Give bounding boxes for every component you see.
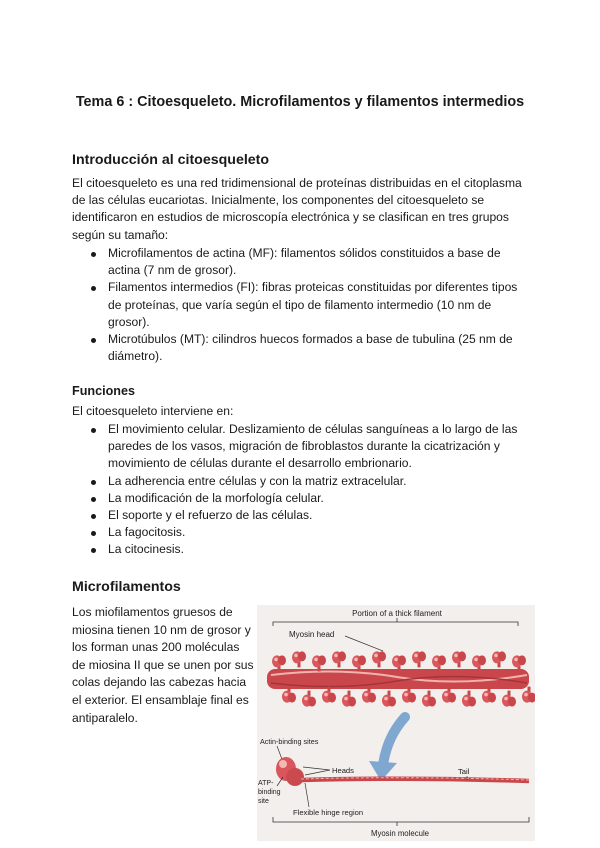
funciones-list [72, 421, 530, 559]
list-item: La fagocitosis. [72, 524, 530, 541]
myosin-head-highlight [494, 654, 498, 658]
label-myosin-molecule: Myosin molecule [370, 829, 430, 838]
leader-line [345, 636, 383, 651]
list-item: La modificación de la morfología celular. [72, 490, 530, 507]
section-heading-microfilamentos: Microfilamentos [72, 579, 181, 595]
leader-line [305, 783, 309, 807]
list-item: Microtúbulos (MT): cilindros huecos formados a base de tubulina (25 nm de diámetro). [72, 331, 530, 365]
myosin-head-highlight [424, 697, 428, 701]
myosin-head [318, 655, 326, 665]
myosin-head-highlight [434, 658, 438, 662]
myosin-head [308, 697, 316, 707]
label-heads: Heads [332, 766, 354, 775]
myosin-molecule-bracket [273, 817, 529, 826]
label-atp-1: ATP- [258, 780, 274, 787]
myosin-head [418, 651, 426, 661]
myosin-head-highlight [324, 693, 328, 697]
myosin-heads-top [272, 651, 526, 671]
head-highlight [279, 760, 287, 768]
arrow-shaft [383, 717, 405, 765]
myosin-head-highlight [474, 658, 478, 662]
myosin-head-highlight [344, 697, 348, 701]
myosin-head [328, 693, 336, 703]
myosin-head-highlight [454, 654, 458, 658]
list-item: Microfilamentos de actina (MF): filamentos sólidos constituidos a base de actina (7 nm de grosor). [72, 245, 530, 279]
myosin-head [288, 693, 296, 703]
myosin-head [428, 697, 436, 707]
myosin-head [488, 693, 496, 703]
myosin-head-highlight [394, 658, 398, 662]
myosin-head [408, 693, 416, 703]
myosin-head [298, 651, 306, 661]
myosin-head-highlight [314, 658, 318, 662]
leader-line [303, 767, 330, 770]
myosin-head-highlight [514, 658, 518, 662]
myosin-head-highlight [484, 693, 488, 697]
list-item: La citocinesis. [72, 541, 530, 558]
myosin-head [388, 697, 396, 707]
myosin-head-highlight [414, 654, 418, 658]
myosin-head [368, 693, 376, 703]
myosin-head [438, 655, 446, 665]
list-item: El movimiento celular. Deslizamiento de células sanguíneas a lo largo de las paredes de los vasos, migración de fibroblastos durante la cicatrización y movimiento de células durante el desarrollo embrionario. [72, 421, 530, 473]
myosin-head-highlight [464, 697, 468, 701]
molecule-tail [301, 779, 529, 781]
myosin-head-highlight [334, 654, 338, 658]
funciones-paragraph: El citoesqueleto interviene en: [72, 404, 234, 418]
thick-filament [267, 669, 529, 689]
myosin-head-highlight [404, 693, 408, 697]
molecule-head-2 [286, 768, 304, 786]
intro-list [72, 245, 530, 365]
figure-top-label: Portion of a thick filament [352, 609, 442, 618]
list-item: Filamentos intermedios (FI): fibras proteicas constituidas por diferentes tipos de proteínas, que varía según el tipo de filamento intermedio (10 nm de grosor). [72, 279, 530, 331]
myosin-head-highlight [384, 697, 388, 701]
section-heading-funciones: Funciones [72, 384, 135, 398]
myosin-head-highlight [524, 693, 528, 697]
myosin-head-highlight [294, 654, 298, 658]
myosin-head [358, 655, 366, 665]
myosin-head [278, 655, 286, 665]
myosin-head [348, 697, 356, 707]
myosin-diagram [257, 605, 535, 841]
myosin-head [508, 697, 516, 707]
myosin-head-highlight [304, 697, 308, 701]
myosin-head-highlight [274, 658, 278, 662]
thick-filament-bracket [273, 618, 518, 626]
document-title: Tema 6 : Citoesqueleto. Microfilamentos y filamentos intermedios [75, 94, 525, 110]
list-item: El soporte y el refuerzo de las células. [72, 507, 530, 524]
label-myosin-head: Myosin head [289, 630, 335, 639]
myosin-head [338, 651, 346, 661]
myosin-head-highlight [504, 697, 508, 701]
label-tail: Tail [458, 767, 470, 776]
myosin-head-highlight [284, 693, 288, 697]
label-hinge: Flexible hinge region [293, 808, 364, 817]
myosin-figure [257, 605, 535, 841]
microfilamentos-paragraph: Los miofilamentos gruesos de miosina tienen 10 nm de grosor y los forman unas 200 moléculas de miosina II que se unen por sus colas dejando las cabezas hacia el exterior. El ensamblaje final es antiparalelo. [72, 605, 254, 725]
list-item: La adherencia entre células y con la matriz extracelular. [72, 473, 530, 490]
myosin-head [478, 655, 486, 665]
myosin-head [468, 697, 476, 707]
label-actin-binding: Actin-binding sites [260, 737, 319, 746]
label-atp-3: site [258, 798, 269, 805]
myosin-head [448, 693, 456, 703]
label-atp-2: binding [258, 789, 281, 796]
myosin-heads-bottom [282, 687, 535, 707]
intro-paragraph: El citoesqueleto es una red tridimensional de proteínas distribuidas en el citoplasma de las células eucariotas. Inicialmente, los componentes del citoesqueleto se identificaron en estudios de microscopía electrónica y se clasifican en tres grupos según su tamaño: [72, 176, 522, 242]
myosin-head [458, 651, 466, 661]
myosin-head-highlight [354, 658, 358, 662]
myosin-head [398, 655, 406, 665]
myosin-head-highlight [444, 693, 448, 697]
myosin-head-highlight [364, 693, 368, 697]
myosin-head [518, 655, 526, 665]
myosin-head [378, 651, 386, 661]
myosin-head [498, 651, 506, 661]
myosin-head-highlight [374, 654, 378, 658]
leader-line [305, 770, 330, 775]
section-heading-introduccion: Introducción al citoesqueleto [72, 152, 270, 168]
